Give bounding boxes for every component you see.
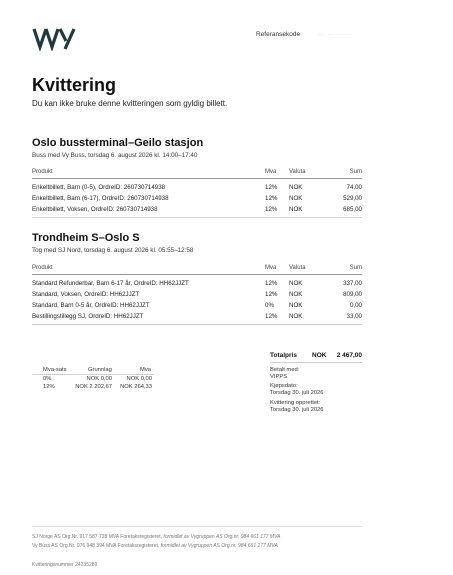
purchase-date-value: Torsdag 30. juli 2026 [270, 390, 324, 396]
row-sum: 33,00 [346, 313, 362, 320]
footer-line-2-agent: formidlet av Vygruppen AS Org.nr. 984 661 177 MVA [160, 543, 278, 549]
row-product: Standard, Barn 0-5 år, OrdreID: HH62JJZT [32, 302, 150, 309]
row-currency: NOK [289, 313, 303, 320]
trip-1-subtitle: Buss med Vy Buss, torsdag 6. august 2026 kl. 14:00–17:40 [32, 152, 198, 159]
row-product: Enkeltbillett, Voksen, OrdreID: 260730714938 [32, 206, 158, 213]
row-mva: 12% [265, 195, 278, 202]
row-currency: NOK [289, 291, 303, 298]
vat-base: NOK 0,00 [86, 376, 112, 382]
trip-2-title: Trondheim S–Oslo S [32, 232, 140, 244]
total-label: Totalpris [270, 352, 297, 359]
paid-with-value: VIPPS [270, 374, 288, 380]
row-currency: NOK [289, 280, 303, 287]
row-mva: 12% [265, 280, 278, 287]
total-currency: NOK [312, 352, 327, 359]
row-mva: 12% [265, 206, 278, 213]
row-mva: 12% [265, 184, 278, 191]
vat-amount: NOK 264,33 [120, 384, 152, 390]
col-product-header: Produkt [32, 169, 53, 175]
row-product: Standard Refunderbar, Barn 6-17 år, OrdreID: HH62JJZT [32, 280, 189, 287]
row-mva: 0% [265, 302, 274, 309]
col-sum-header: Sum [349, 265, 362, 271]
divider [32, 217, 362, 218]
reference-code-value: ··· ·· ······ [318, 31, 352, 38]
divider [32, 178, 362, 179]
page-subtitle: Du kan ikke bruke denne kvitteringen som gyldig billett. [32, 99, 228, 108]
row-sum: 809,00 [343, 291, 362, 298]
purchase-date-label: Kjøpsdato: [270, 383, 298, 389]
row-sum: 0,00 [349, 302, 362, 309]
vat-header-rate: Mva-sats [43, 367, 67, 373]
trip-1-title: Oslo bussterminal–Geilo stasjon [32, 137, 204, 149]
row-product: Enkeltbillett, Barn (0-5), OrdreID: 260730714938 [32, 184, 166, 191]
footer-line-1 [32, 534, 280, 540]
vat-amount: NOK 0,00 [126, 376, 152, 382]
row-currency: NOK [289, 184, 303, 191]
vat-rate: 0% [43, 376, 52, 382]
divider [32, 374, 154, 375]
receipt-number: Kvitteringsnummer 24235289 [32, 562, 98, 568]
footer-divider [32, 526, 362, 527]
divider [270, 362, 362, 363]
row-mva: 12% [265, 291, 278, 298]
col-sum-header: Sum [349, 169, 362, 175]
footer-line-1-agent: formidlet av Vygruppen AS Org.nr. 984 661 177 MVA [163, 534, 281, 540]
col-currency-header: Valuta [289, 169, 306, 175]
paid-with-label: Betalt med: [270, 367, 300, 373]
vat-header-vat: Mva [140, 367, 151, 373]
reference-code-label: Referansekode [256, 31, 301, 38]
row-currency: NOK [289, 206, 303, 213]
row-sum: 337,00 [343, 280, 362, 287]
vat-header-base: Grunnlag [88, 367, 112, 373]
row-currency: NOK [289, 302, 303, 309]
vat-base: NOK 2 202,67 [75, 384, 112, 390]
receipt-created-value: Torsdag 30. juli 2026 [270, 407, 324, 413]
col-mva-header: Mva [265, 169, 277, 175]
row-product: Enkeltbillett, Barn (6-17), OrdreID: 260730714938 [32, 195, 169, 202]
col-currency-header: Valuta [289, 265, 306, 271]
divider [32, 274, 362, 275]
total-amount: 2 467,00 [336, 352, 362, 359]
page-title: Kvittering [32, 75, 117, 95]
row-sum: 74,00 [346, 184, 362, 191]
col-product-header: Produkt [32, 265, 53, 271]
row-sum: 529,00 [343, 195, 362, 202]
trip-2-subtitle: Tog med SJ Nord, torsdag 6. august 2026 kl. 05:55–12:58 [32, 247, 194, 254]
row-currency: NOK [289, 195, 303, 202]
vat-rate: 12% [43, 384, 55, 390]
footer-line-2 [32, 543, 278, 549]
row-product: Standard, Voksen, OrdreID: HH62JJZT [32, 291, 140, 298]
receipt-created-label: Kvittering opprettet: [270, 400, 321, 406]
vy-logo-icon [32, 27, 80, 51]
footer-line-1-company: SJ Norge AS Org.Nr. 917 587 728 MVA Foretaksregisteret, [32, 534, 164, 540]
divider [32, 324, 362, 325]
row-mva: 12% [265, 313, 278, 320]
col-mva-header: Mva [265, 265, 277, 271]
footer-line-2-company: Vy Buss AS Org.Nr. 976 948 394 MVA Foretaksregisteret, [32, 543, 161, 549]
row-product: Bestillingstillegg SJ, OrdreID: HH62JJZT [32, 313, 144, 320]
row-sum: 685,00 [343, 206, 362, 213]
